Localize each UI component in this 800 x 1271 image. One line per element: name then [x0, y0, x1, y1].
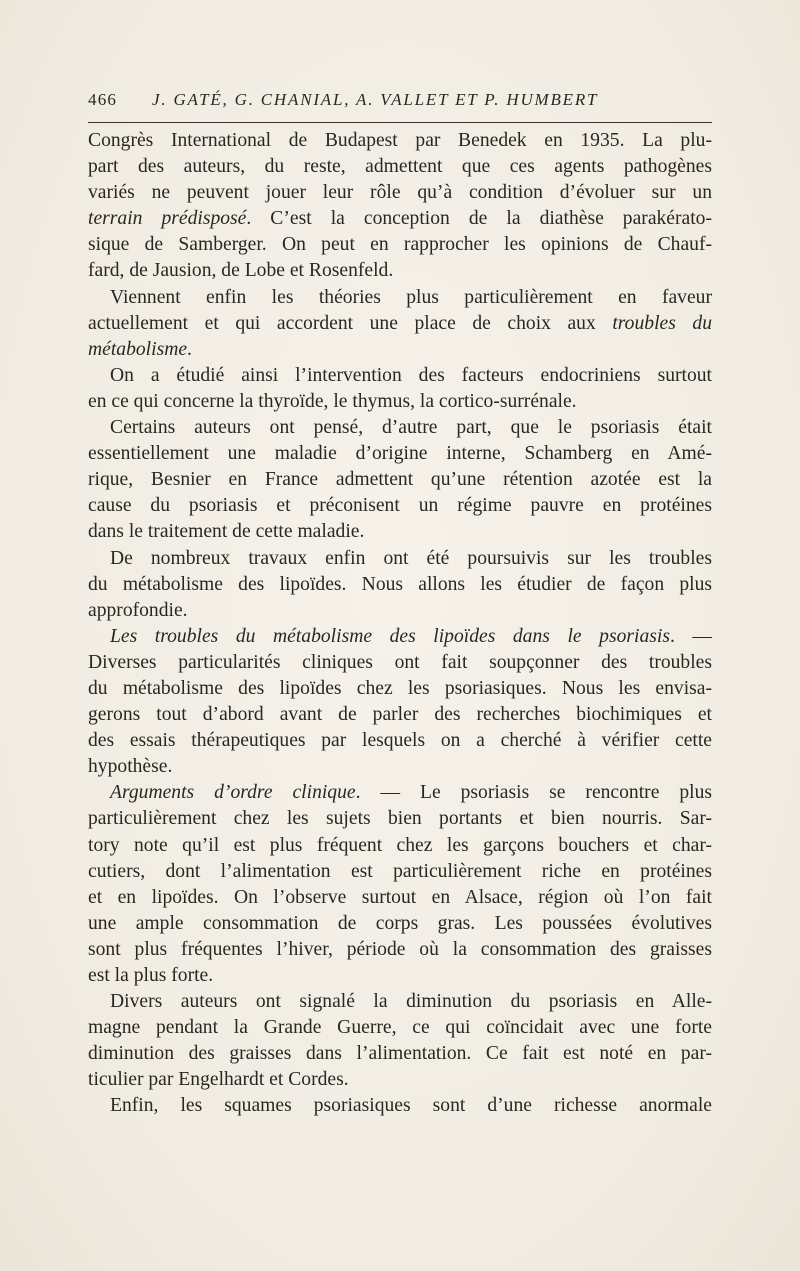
text-run: . C’est la conception de la diathèse parakérato- [246, 208, 712, 230]
text-run: rique, Besnier en France admettent qu’une rétention azotée est la [88, 469, 712, 491]
text-line [88, 1093, 712, 1119]
text-line [88, 154, 712, 180]
text-line [88, 337, 712, 363]
text-line [88, 232, 712, 258]
text-line [88, 963, 712, 989]
text-line [88, 285, 712, 311]
text-line [88, 859, 712, 885]
text-run: Viennent enfin les théories plus particulièrement en faveur [110, 286, 712, 308]
text-line [88, 624, 712, 650]
text-run: Diverses particularités cliniques ont fait soupçonner des troubles [88, 651, 712, 673]
text-line [88, 1015, 712, 1041]
text-run: particulièrement chez les sujets bien portants et bien nourris. Sar- [88, 808, 712, 830]
text-run: et en lipoïdes. On l’observe surtout en Alsace, région où l’on fait [88, 886, 712, 908]
text-line [88, 128, 712, 154]
text-run: . [187, 338, 192, 360]
text-line [88, 780, 712, 806]
italic-text: métabolisme [88, 338, 188, 360]
text-line [88, 702, 712, 728]
text-run: magne pendant la Grande Guerre, ce qui coïncidait avec une forte [88, 1017, 712, 1039]
text-run: cutiers, dont l’alimentation est particulièrement riche en protéines [88, 860, 712, 882]
text-line [88, 572, 712, 598]
text-run: sont plus fréquentes l’hiver, période où la consommation des graisses [88, 938, 712, 960]
italic-text: Les troubles du métabolisme des lipoïdes dans le psoriasis [110, 625, 670, 647]
page-header [88, 88, 712, 114]
text-run: Congrès International de Budapest par Benedek en 1935. La plu- [88, 130, 712, 151]
text-run: variés ne peuvent jouer leur rôle qu’à condition d’évoluer sur un [88, 182, 712, 204]
text-line [88, 441, 712, 467]
body-text [88, 128, 712, 1120]
text-run: est la plus forte. [88, 965, 214, 986]
text-line [88, 885, 712, 911]
text-line [88, 989, 712, 1015]
text-line [88, 258, 712, 284]
text-line [88, 206, 712, 232]
text-line [88, 363, 712, 389]
text-line [88, 676, 712, 702]
text-run: De nombreux travaux enfin ont été poursuivis sur les troubles [110, 547, 712, 569]
text-run: . — [669, 625, 713, 647]
text-run: hypothèse. [88, 756, 173, 778]
text-line [88, 389, 712, 415]
text-run: en ce qui concerne la thyroïde, le thymus, la cortico-surrénale. [88, 390, 577, 412]
text-line [88, 1041, 712, 1067]
header-rule [88, 122, 712, 123]
text-line [88, 493, 712, 519]
text-line [88, 650, 712, 676]
text-line [88, 546, 712, 572]
text-run: une ample consommation de corps gras. Les poussées évolutives [88, 912, 712, 934]
text-run: part des auteurs, du reste, admettent que ces agents pathogènes [88, 156, 712, 178]
text-line [88, 937, 712, 963]
running-head: J. GATÉ, G. CHANIAL, A. VALLET ET P. HUMBERT [152, 90, 599, 109]
text-run: gerons tout d’abord avant de parler des recherches biochimiques et [88, 704, 712, 726]
text-run: tory note qu’il est plus fréquent chez les garçons bouchers et char- [88, 834, 712, 856]
text-line [88, 598, 712, 624]
page-number: 466 [88, 90, 118, 109]
text-run: essentiellement une maladie d’origine interne, Schamberg en Amé- [88, 443, 712, 465]
text-line [88, 180, 712, 206]
text-run: . — Le psoriasis se rencontre plus [355, 782, 712, 804]
text-run: dans le traitement de cette maladie. [88, 521, 365, 543]
italic-text: troubles du [612, 312, 712, 334]
text-run: Enfin, les squames psoriasiques sont d’une richesse anormale [110, 1095, 712, 1117]
text-line [88, 754, 712, 780]
text-run: actuellement et qui accordent une place de choix aux [88, 312, 613, 334]
text-line [88, 1067, 712, 1093]
text-run: fard, de Jausion, de Lobe et Rosenfeld. [88, 260, 394, 282]
text-run: Certains auteurs ont pensé, d’autre part, que le psoriasis était [110, 417, 712, 439]
text-run: ticulier par Engelhardt et Cordes. [88, 1069, 349, 1091]
text-run: du métabolisme des lipoïdes chez les psoriasiques. Nous les envisa- [88, 677, 712, 699]
italic-text: Arguments d’ordre clinique [110, 782, 356, 804]
text-line [88, 311, 712, 337]
text-run: cause du psoriasis et préconisent un régime pauvre en protéines [88, 495, 712, 517]
text-line [88, 833, 712, 859]
text-line [88, 519, 712, 545]
text-run: diminution des graisses dans l’alimentation. Ce fait est noté en par- [88, 1043, 712, 1065]
text-line [88, 806, 712, 832]
text-line [88, 467, 712, 493]
text-line [88, 415, 712, 441]
text-run: sique de Samberger. On peut en rapprocher les opinions de Chauf- [88, 234, 712, 256]
text-run: du métabolisme des lipoïdes. Nous allons les étudier de façon plus [88, 573, 712, 595]
text-run: Divers auteurs ont signalé la diminution du psoriasis en Alle- [110, 991, 712, 1013]
text-line [88, 911, 712, 937]
text-run: des essais thérapeutiques par lesquels on a cherché à vérifier cette [88, 730, 712, 752]
text-line [88, 728, 712, 754]
italic-text: terrain prédisposé [88, 208, 247, 230]
text-run: On a étudié ainsi l’intervention des facteurs endocriniens surtout [110, 364, 712, 386]
text-run: approfondie. [88, 599, 188, 621]
